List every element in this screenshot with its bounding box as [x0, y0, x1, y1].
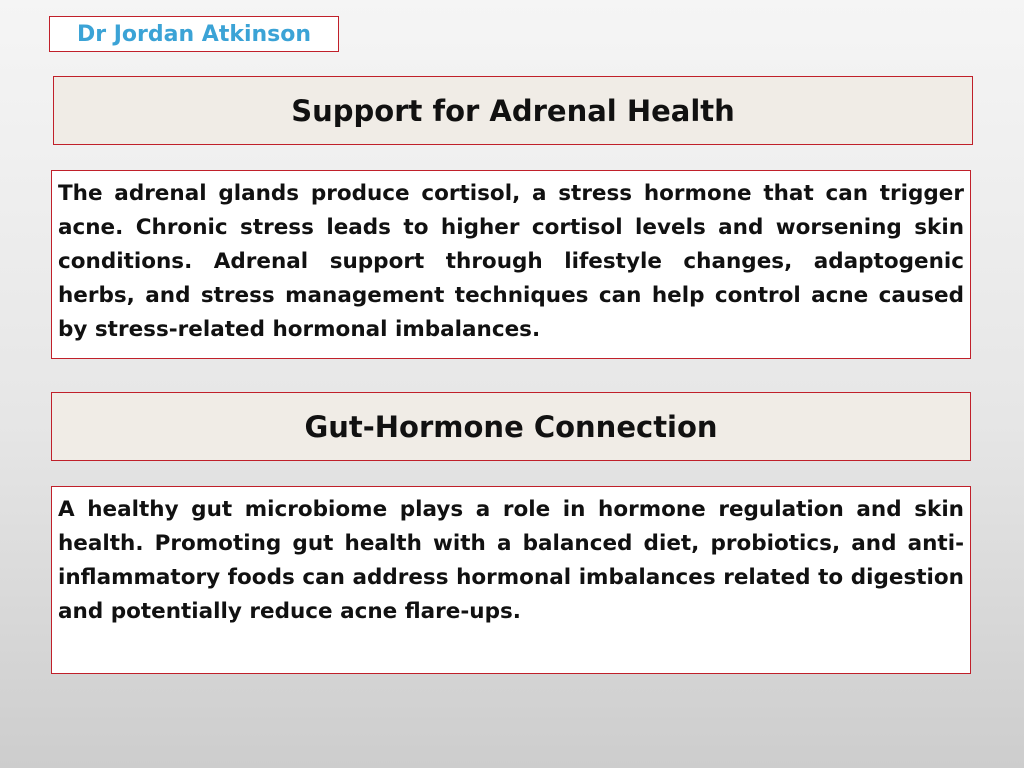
section-body-adrenal-health: The adrenal glands produce cortisol, a stress hormone that can trigger acne. Chronic stress leads to higher cortisol levels and worsening skin conditions. Adrenal support through lifestyle changes, adaptogenic herbs, and stress management techniques can help control acne caused by stress-related hormonal imbalances. [51, 170, 971, 359]
brand-logo: Dr Jordan Atkinson [49, 16, 339, 52]
section-body-gut-hormone: A healthy gut microbiome plays a role in hormone regulation and skin health. Promoting gut health with a balanced diet, probiotics, and anti-inflammatory foods can address hormonal imbalances related to digestion and potentially reduce acne flare-ups. [51, 486, 971, 674]
section-title-gut-hormone: Gut-Hormone Connection [51, 392, 971, 461]
section-title-adrenal-health: Support for Adrenal Health [53, 76, 973, 145]
